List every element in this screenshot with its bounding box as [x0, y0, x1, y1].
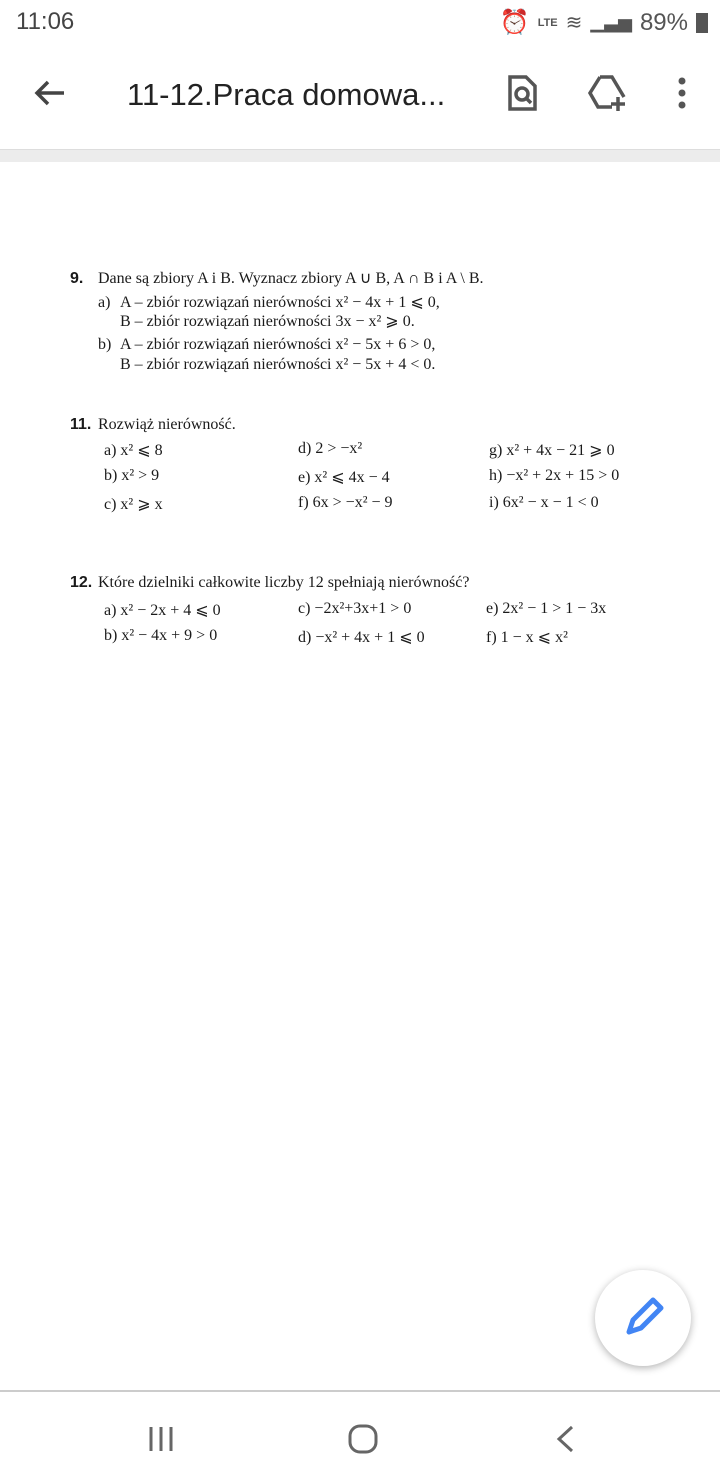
- status-bar: [0, 0, 720, 45]
- signal-icon: ▁▃▅: [590, 12, 632, 32]
- back-arrow-icon[interactable]: [30, 73, 70, 113]
- volte-icon: LTE: [537, 16, 558, 29]
- exercise-number: 9.: [70, 270, 84, 287]
- navigation-bar: [0, 1390, 720, 1480]
- exercise-text: Które dzielniki całkowite liczby 12 spełniają nierówność?: [98, 574, 470, 591]
- wifi-icon: ≋: [565, 12, 583, 34]
- more-options-icon[interactable]: [660, 71, 704, 115]
- item-text: B – zbiór rozwiązań nierówności 3x − x² ⩾ 0.: [120, 313, 415, 330]
- add-to-drive-icon[interactable]: [585, 71, 629, 115]
- app-bar: [0, 45, 720, 149]
- item: d) −x² + 4x + 1 ⩽ 0: [298, 629, 425, 646]
- item: f) 6x > −x² − 9: [298, 494, 393, 511]
- battery-level: 89%: [639, 8, 688, 36]
- pencil-icon: [595, 1270, 691, 1366]
- recent-apps-icon[interactable]: [146, 1424, 176, 1454]
- item: i) 6x² − x − 1 < 0: [489, 494, 599, 511]
- exercise-number: 11.: [70, 416, 92, 433]
- item: a) x² − 2x + 4 ⩽ 0: [104, 602, 221, 619]
- item-label: a): [98, 294, 111, 311]
- item: a) x² ⩽ 8: [104, 442, 163, 459]
- item: e) 2x² − 1 > 1 − 3x: [486, 600, 607, 617]
- exercise-text: Rozwiąż nierówność.: [98, 416, 236, 433]
- home-icon[interactable]: [347, 1424, 379, 1454]
- divider: [0, 149, 720, 162]
- exercise-number: 12.: [70, 574, 93, 591]
- document-title: 11-12.Praca domowa...: [127, 77, 446, 112]
- item: d) 2 > −x²: [298, 440, 363, 457]
- item: c) x² ⩾ x: [104, 496, 163, 513]
- item: e) x² ⩽ 4x − 4: [298, 469, 390, 486]
- item: f) 1 − x ⩽ x²: [486, 629, 568, 646]
- item: b) x² − 4x + 9 > 0: [104, 627, 218, 644]
- exercise-text: Dane są zbiory A i B. Wyznacz zbiory A ∪ B, A ∩ B i A \ B.: [98, 270, 484, 287]
- item: h) −x² + 2x + 15 > 0: [489, 467, 620, 484]
- find-in-document-icon[interactable]: [500, 71, 544, 115]
- item: c) −2x²+3x+1 > 0: [298, 600, 412, 617]
- item-text: A – zbiór rozwiązań nierówności x² − 4x + 1 ⩽ 0,: [120, 294, 440, 311]
- item-label: b): [98, 336, 112, 353]
- battery-icon: [696, 13, 708, 33]
- item: g) x² + 4x − 21 ⩾ 0: [489, 442, 615, 459]
- item-text: A – zbiór rozwiązań nierówności x² − 5x + 6 > 0,: [120, 336, 436, 353]
- item: b) x² > 9: [104, 467, 160, 484]
- alarm-icon: ⏰: [499, 9, 530, 36]
- clock: 11:06: [16, 8, 75, 35]
- item-text: B – zbiór rozwiązań nierówności x² − 5x + 4 < 0.: [120, 356, 436, 373]
- edit-button[interactable]: [595, 1270, 691, 1366]
- back-nav-icon[interactable]: [552, 1424, 578, 1454]
